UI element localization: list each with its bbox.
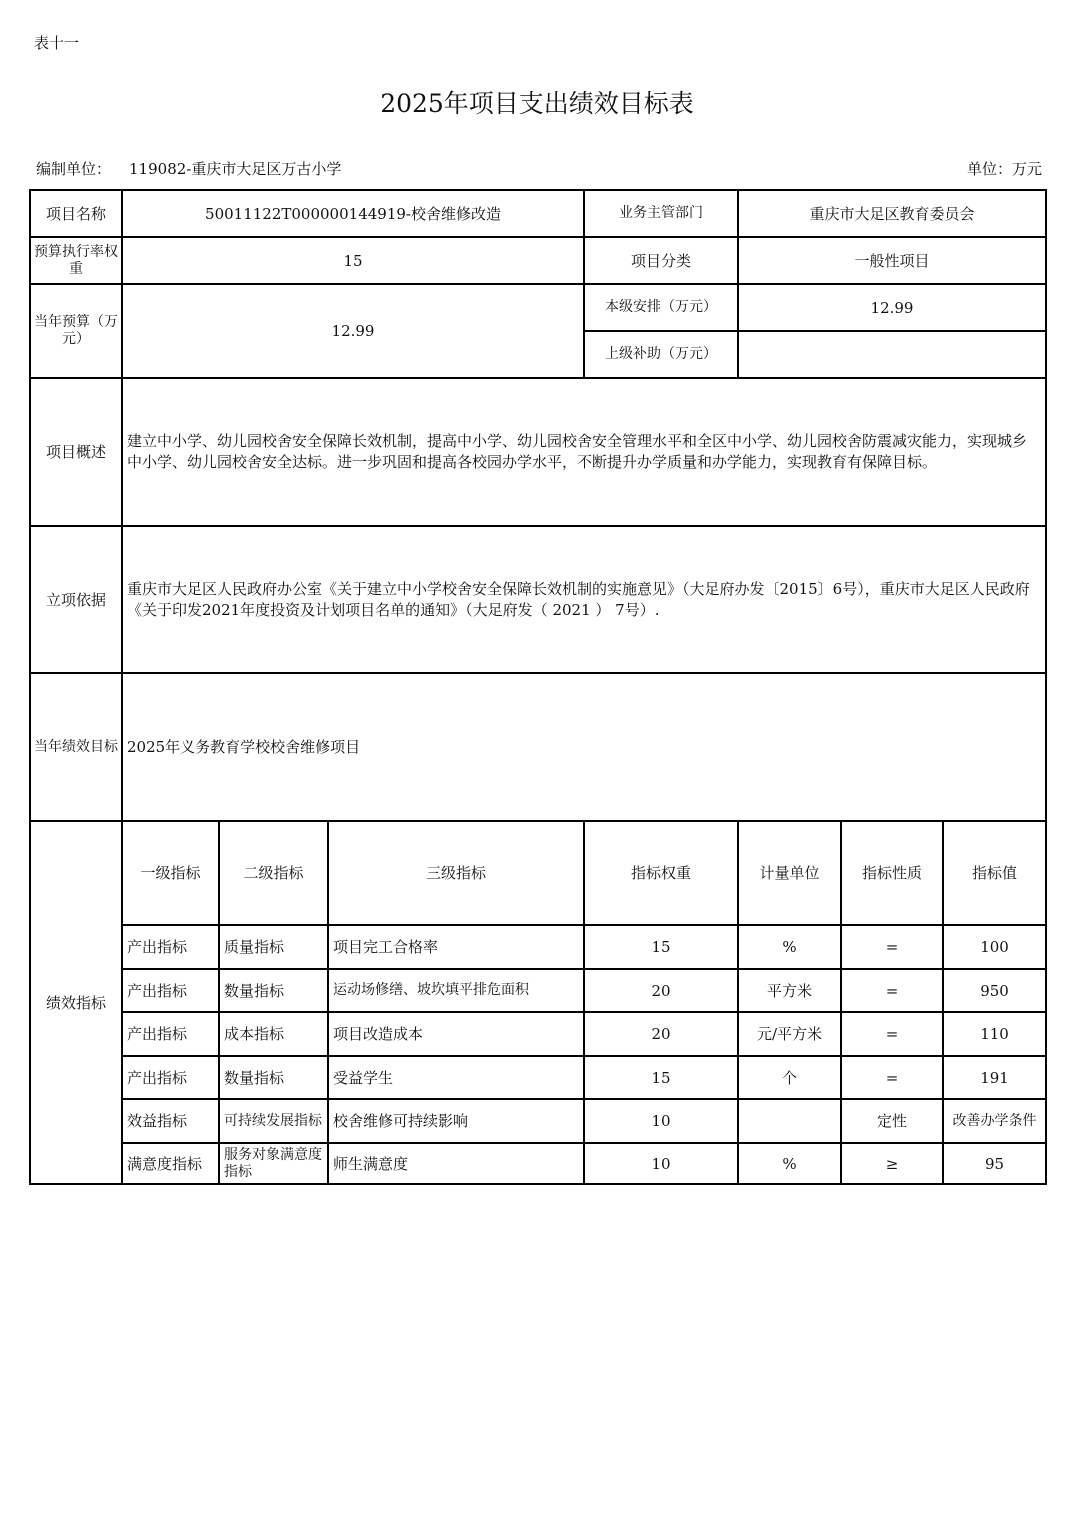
cell-weight: 15 [584,925,738,969]
cell-level3: 受益学生 [328,1056,584,1099]
cell-weight: 20 [584,969,738,1012]
cell-level1: 产出指标 [122,1012,219,1056]
cell-unit: 平方米 [738,969,841,1012]
table-row [30,925,1046,969]
budget-value: 12.99 [122,284,584,378]
goal-label: 当年绩效目标 [30,673,122,821]
cell-level2: 数量指标 [219,1056,328,1099]
cell-weight: 15 [584,1056,738,1099]
cell-value: 191 [943,1056,1046,1099]
cell-unit: % [738,1143,841,1184]
cell-nature: ≥ [841,1143,943,1184]
org-value: 119082-重庆市大足区万古小学 [129,160,342,178]
cell-level1: 产出指标 [122,969,219,1012]
dept-label: 业务主管部门 [584,190,738,237]
header-weight: 指标权重 [584,821,738,925]
cell-level3: 校舍维修可持续影响 [328,1099,584,1143]
basis-label: 立项依据 [30,526,122,673]
header-unit: 计量单位 [738,821,841,925]
cell-level1: 效益指标 [122,1099,219,1143]
superior-funding-value [738,331,1046,378]
category-label: 项目分类 [584,237,738,284]
cell-level2: 数量指标 [219,969,328,1012]
cell-weight: 20 [584,1012,738,1056]
org-line [36,158,341,179]
table-row [30,969,1046,1012]
cell-unit: % [738,925,841,969]
cell-value: 950 [943,969,1046,1012]
cell-nature: = [841,925,943,969]
local-funding-label: 本级安排（万元） [584,284,738,331]
weight-label: 预算执行率权重 [30,237,122,284]
cell-level3: 项目改造成本 [328,1012,584,1056]
cell-level1: 产出指标 [122,925,219,969]
cell-level3: 项目完工合格率 [328,925,584,969]
cell-unit: 个 [738,1056,841,1099]
cell-level2: 成本指标 [219,1012,328,1056]
cell-level3: 师生满意度 [328,1143,584,1184]
cell-value: 95 [943,1143,1046,1184]
performance-table [29,189,1047,1185]
table-row [30,1143,1046,1184]
cell-nature: 定性 [841,1099,943,1143]
cell-level2: 可持续发展指标 [219,1099,328,1143]
cell-value: 改善办学条件 [943,1099,1046,1143]
category-value: 一般性项目 [738,237,1046,284]
cell-nature: = [841,1056,943,1099]
table-row [30,1012,1046,1056]
header-level2: 二级指标 [219,821,328,925]
table-row [30,1056,1046,1099]
org-label: 编制单位： [36,160,112,178]
dept-value: 重庆市大足区教育委员会 [738,190,1046,237]
unit-label: 单位：万元 [966,160,1042,178]
header-level1: 一级指标 [122,821,219,925]
overview-text: 建立中小学、幼儿园校舍安全保障长效机制，提高中小学、幼儿园校舍安全管理水平和全区中小学、幼儿园校舍防震减灾能力，实现城乡中小学、幼儿园校舍安全达标。进一步巩固和提高各校园办学水平，不断提升办学质量和办学能力，实现教育有保障目标。 [122,378,1046,526]
cell-value: 100 [943,925,1046,969]
cell-unit: 元/平方米 [738,1012,841,1056]
cell-level1: 产出指标 [122,1056,219,1099]
weight-value: 15 [122,237,584,284]
goal-text: 2025年义务教育学校校舍维修项目 [122,673,1046,821]
sheet-label: 表十一 [34,34,80,52]
cell-weight: 10 [584,1099,738,1143]
document-title: 2025年项目支出绩效目标表 [380,89,694,118]
cell-value: 110 [943,1012,1046,1056]
cell-level2: 服务对象满意度指标 [219,1143,328,1184]
project-name-label: 项目名称 [30,190,122,237]
table-row [30,1099,1046,1143]
cell-level1: 满意度指标 [122,1143,219,1184]
budget-label: 当年预算（万元） [30,284,122,378]
header-value: 指标值 [943,821,1046,925]
cell-level3: 运动场修缮、坡坎填平排危面积 [328,969,584,1012]
cell-nature: = [841,969,943,1012]
indicators-label: 绩效指标 [30,821,122,1184]
cell-weight: 10 [584,1143,738,1184]
cell-nature: = [841,1012,943,1056]
basis-text: 重庆市大足区人民政府办公室《关于建立中小学校舍安全保障长效机制的实施意见》（大足府办发〔2015〕6号），重庆市大足区人民政府《关于印发2021年度投资及计划项目名单的通知》（大足府发（ 2021 ） 7号）. [122,526,1046,673]
superior-funding-label: 上级补助（万元） [584,331,738,378]
cell-level2: 质量指标 [219,925,328,969]
cell-unit [738,1099,841,1143]
header-nature: 指标性质 [841,821,943,925]
local-funding-value: 12.99 [738,284,1046,331]
overview-label: 项目概述 [30,378,122,526]
header-level3: 三级指标 [328,821,584,925]
project-name-value: 50011122T000000144919-校舍维修改造 [122,190,584,237]
